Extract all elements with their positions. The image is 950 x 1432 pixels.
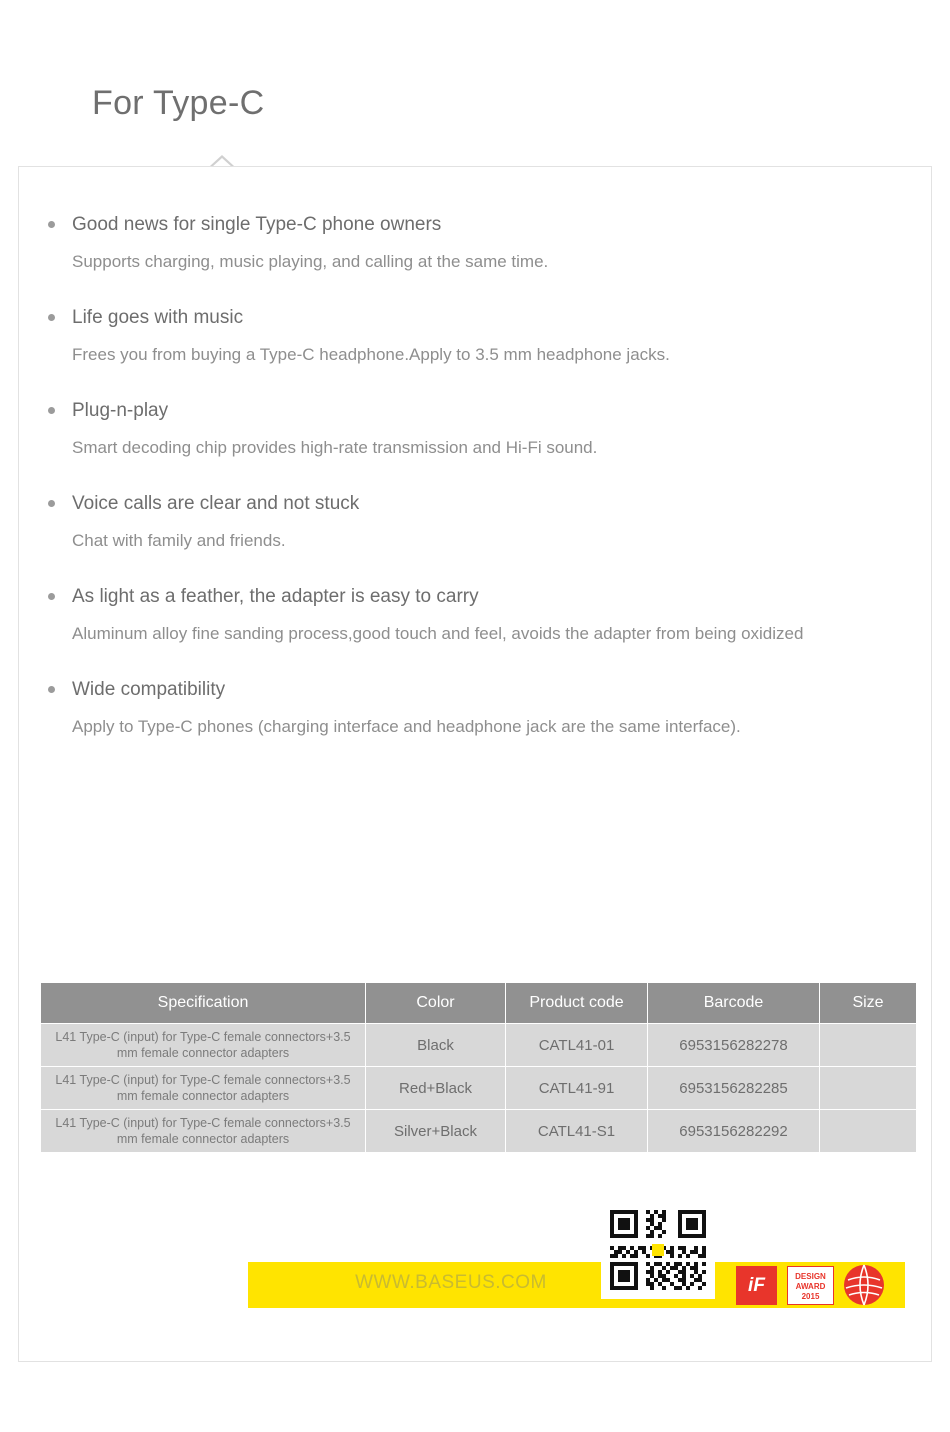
cell-specification: L41 Type-C (input) for Type-C female connectors+3.5 mm female connector adapters [41, 1024, 366, 1067]
feature-description: Supports charging, music playing, and calling at the same time. [72, 252, 549, 271]
feature-heading: Wide compatibility [72, 679, 226, 700]
feature-list [48, 212, 888, 770]
cell-product-code: CATL41-91 [506, 1067, 648, 1110]
cell-color: Red+Black [366, 1067, 506, 1110]
website-url[interactable]: WWW.BASEUS.COM [355, 1272, 547, 1293]
feature-description: Aluminum alloy fine sanding process,good touch and feel, avoids the adapter from being oxidized [72, 624, 804, 643]
cell-specification: L41 Type-C (input) for Type-C female connectors+3.5 mm female connector adapters [41, 1067, 366, 1110]
page-title: For Type-C [92, 84, 265, 122]
feature-description: Chat with family and friends. [72, 531, 286, 550]
table-row [41, 1067, 917, 1110]
qr-code-icon [601, 1201, 715, 1299]
bullet-icon [48, 686, 55, 693]
design-award-badge [787, 1266, 834, 1305]
cell-size [820, 1110, 917, 1153]
bullet-icon [48, 500, 55, 507]
feature-heading: Life goes with music [72, 307, 244, 328]
cell-color: Silver+Black [366, 1110, 506, 1153]
list-item [48, 584, 888, 647]
column-header-size: Size [820, 983, 917, 1024]
list-item [48, 398, 888, 461]
if-award-badge: iF [736, 1266, 777, 1305]
cell-specification: L41 Type-C (input) for Type-C female connectors+3.5 mm female connector adapters [41, 1110, 366, 1153]
cell-barcode: 6953156282278 [648, 1024, 820, 1067]
list-item [48, 305, 888, 368]
cell-product-code: CATL41-01 [506, 1024, 648, 1067]
cell-product-code: CATL41-S1 [506, 1110, 648, 1153]
bullet-icon [48, 407, 55, 414]
list-item [48, 677, 888, 740]
feature-heading: Good news for single Type-C phone owners [72, 214, 442, 235]
list-item [48, 212, 888, 275]
feature-description: Apply to Type-C phones (charging interface and headphone jack are the same interface). [72, 717, 741, 736]
red-dot-award-icon [843, 1264, 885, 1306]
design-award-line2: AWARD [795, 1282, 826, 1291]
cell-size [820, 1067, 917, 1110]
cell-size [820, 1024, 917, 1067]
feature-heading: Voice calls are clear and not stuck [72, 493, 360, 514]
cell-barcode: 6953156282292 [648, 1110, 820, 1153]
feature-description: Frees you from buying a Type-C headphone.Apply to 3.5 mm headphone jacks. [72, 345, 670, 364]
table-row [41, 1024, 917, 1067]
design-award-line3: 2015 [801, 1292, 820, 1301]
feature-heading: As light as a feather, the adapter is easy to carry [72, 586, 479, 607]
bullet-icon [48, 221, 55, 228]
design-award-line1: DESIGN [795, 1272, 826, 1281]
cell-barcode: 6953156282285 [648, 1067, 820, 1110]
feature-description: Smart decoding chip provides high-rate transmission and Hi-Fi sound. [72, 438, 598, 457]
table-header-row [41, 983, 917, 1024]
column-header-color: Color [366, 983, 506, 1024]
bullet-icon [48, 593, 55, 600]
feature-heading: Plug-n-play [72, 400, 169, 421]
table-row [41, 1110, 917, 1153]
column-header-specification: Specification [41, 983, 366, 1024]
specification-table [40, 982, 917, 1153]
column-header-product-code: Product code [506, 983, 648, 1024]
list-item [48, 491, 888, 554]
column-header-barcode: Barcode [648, 983, 820, 1024]
bullet-icon [48, 314, 55, 321]
cell-color: Black [366, 1024, 506, 1067]
